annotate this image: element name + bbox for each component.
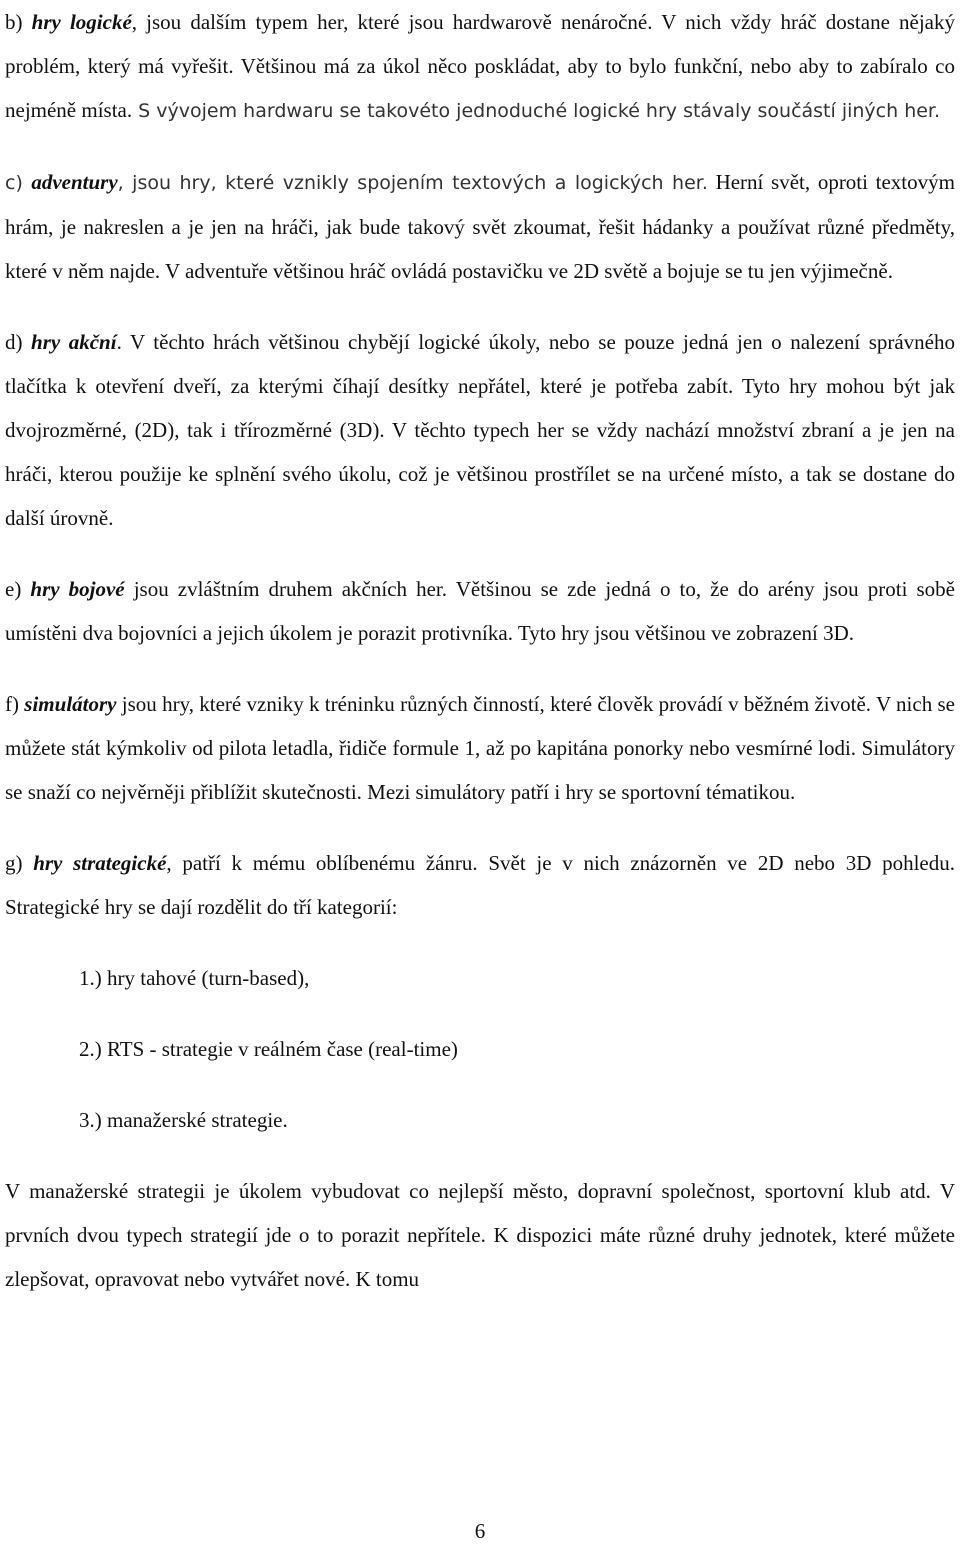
list-item: 3.) manažerské strategie. xyxy=(79,1108,288,1132)
term-simulators: simulátory xyxy=(24,692,117,716)
term-action-games: hry akční xyxy=(31,330,117,354)
item-marker: f) xyxy=(5,692,25,716)
term-adventures: adventury xyxy=(31,170,118,194)
paragraph-simulators xyxy=(5,682,955,814)
paragraph-text: jsou hry, které vzniky k tréninku různých činností, které člověk provádí v běžném životě. V nich se můžete stát kýmkoliv od pilota letadla, řidiče formule 1, až po kapitána ponorky nebo vesmírné lodi. Simulátory se snaží co nejvěrněji přiblížit skutečnosti. Mezi simulátory patří i hry se sportovní tématikou. xyxy=(5,692,955,804)
item-marker: d) xyxy=(5,330,32,354)
paragraph-manager-strategy: V manažerské strategii je úkolem vybudovat co nejlepší město, dopravní společnost, sportovní klub atd. V prvních dvou typech strategií jde o to porazit nepřítele. K dispozici máte různé druhy jednotek, které můžete zlepšovat, opravovat nebo vytvářet nové. K tomu xyxy=(5,1179,955,1291)
list-item: 2.) RTS - strategie v reálném čase (real-time) xyxy=(79,1037,458,1061)
page-number: 6 xyxy=(474,1519,486,1543)
document-page xyxy=(5,0,955,1328)
paragraph-logic-games xyxy=(5,0,955,133)
item-marker: b) xyxy=(5,10,32,34)
list-item: 1.) hry tahové (turn-based), xyxy=(79,966,310,990)
item-marker: e) xyxy=(5,577,31,601)
paragraph-text: , patří k mému oblíbenému žánru. Svět je v nich znázorněn ve 2D nebo 3D pohledu. Strategické hry se dají rozdělit do tří kategorií: xyxy=(5,851,955,919)
paragraph-text: Herní svět, oproti textovým hrám, je nakreslen a je jen na hráči, jak bude takový svět zkoumat, řešit hádanky a používat různé předměty, které v něm najde. V adventuře většinou hráč ovládá postavičku ve 2D světě a bojuje se tu jen výjimečně. xyxy=(5,170,955,283)
paragraph-text: . V těchto hrách většinou chybějí logické úkoly, nebo se pouze jedná jen o nalezení správného tlačítka k otevření dveří, za kterými číhají desítky nepřátel, které je potřeba zabít. Tyto hry mohou být jak dvojrozměrné, (2D), tak i třírozměrné (3D). V těchto typech her se vždy nachází množství zbraní a je jen na hráči, kterou použije ke splnění svého úkolu, což je většinou prostřílet se na určené místo, a tak se dostane do další úrovně. xyxy=(5,330,955,530)
item-marker: c) xyxy=(5,172,32,194)
paragraph-text: jsou zvláštním druhem akčních her. Většinou se zde jedná o to, že do arény jsou proti sobě umístěni dva bojovníci a jejich úkolem je porazit protivníka. Tyto hry jsou většinou ve zobrazení 3D. xyxy=(5,577,955,645)
paragraph-fighting-games xyxy=(5,567,955,655)
paragraph-text: , jsou hry, které vznikly spojením textových a logických her. xyxy=(117,172,708,194)
paragraph-adventures xyxy=(5,160,955,293)
paragraph-text: S vývojem hardwaru se takovéto jednoduché logické hry stávaly součástí jiných her. xyxy=(132,100,941,122)
item-marker: g) xyxy=(5,851,34,875)
term-strategy-games: hry strategické xyxy=(33,851,167,875)
paragraph-text: , jsou dalším typem her, které jsou hardwarově nenáročné. V nich vždy hráč dostane nějaký problém, který má vyřešit. Většinou má za úkol něco poskládat, aby to bylo funkční, nebo aby to zabíralo co nejméně místa. xyxy=(5,10,956,122)
term-logic-games: hry logické xyxy=(31,10,132,34)
paragraph-action-games xyxy=(5,320,955,540)
strategy-category-list xyxy=(79,956,955,1142)
term-fighting-games: hry bojové xyxy=(30,577,125,601)
paragraph-strategy-games xyxy=(5,841,955,929)
